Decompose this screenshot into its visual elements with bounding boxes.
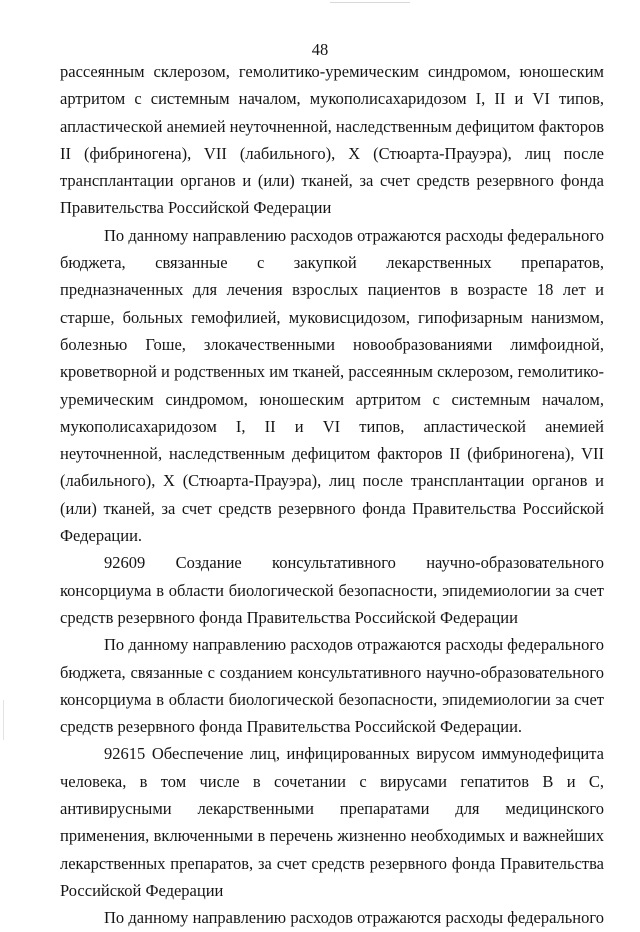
page-number: 48 <box>311 40 329 59</box>
paragraph-code-92609: 92609 Создание консультативного научно-образовательного консорциума в области биологической безопасности, эпидемиологии за счет средств резервного фонда Правительства Российской Федерации <box>60 553 604 627</box>
paragraph-description-1: По данному направлению расходов отражаются расходы федерального бюджета, связанные с закупкой лекарственных препаратов, предназначенных для лечения взрослых пациентов в возрасте 18 лет и старше, больных гемофилией, муковисцидозом, гипофизарным нанизмом, болезнью Гоше, злокачественными новообразованиями лимфоидной, кроветворной и родственных им тканей, рассеянным склерозом, гемолитико-уремическим синдромом, юношеским артритом с системным началом, мукополисахаридозом I, II и VI типов, апластической анемией неуточненной, наследственным дефицитом факторов II (фибриногена), VII (лабильного), X (Стюарта-Прауэра), лиц после трансплантации органов и (или) тканей, за счет средств резервного фонда Правительства Российской Федерации. <box>60 225 604 546</box>
scan-artifact-left <box>3 700 4 740</box>
document-body <box>60 58 604 932</box>
paragraph-continuation: рассеянным склерозом, гемолитико-уремическим синдромом, юношеским артритом с системным началом, мукополисахаридозом I, II и VI типов, апластической анемией неуточненной, наследственным дефицитом факторов II (фибриногена), VII (лабильного), X (Стюарта-Прауэра), лиц после трансплантации органов и (или) тканей, за счет средств резервного фонда Правительства Российской Федерации <box>60 62 604 218</box>
paragraph-description-2: По данному направлению расходов отражаются расходы федерального бюджета, связанные с созданием консультативного научно-образовательного консорциума в области биологической безопасности, эпидемиологии за счет средств резервного фонда Правительства Российской Федерации. <box>60 635 604 737</box>
scan-artifact-top <box>330 2 410 3</box>
paragraph-description-3: По данному направлению расходов отражаются расходы федерального <box>104 908 604 928</box>
paragraph-code-92615: 92615 Обеспечение лиц, инфицированных вирусом иммунодефицита человека, в том числе в сочетании с вирусами гепатитов B и C, антивирусными лекарственными препаратами для медицинского применения, включенными в перечень жизненно необходимых и важнейших лекарственных препаратов, за счет средств резервного фонда Правительства Российской Федерации <box>60 744 604 900</box>
